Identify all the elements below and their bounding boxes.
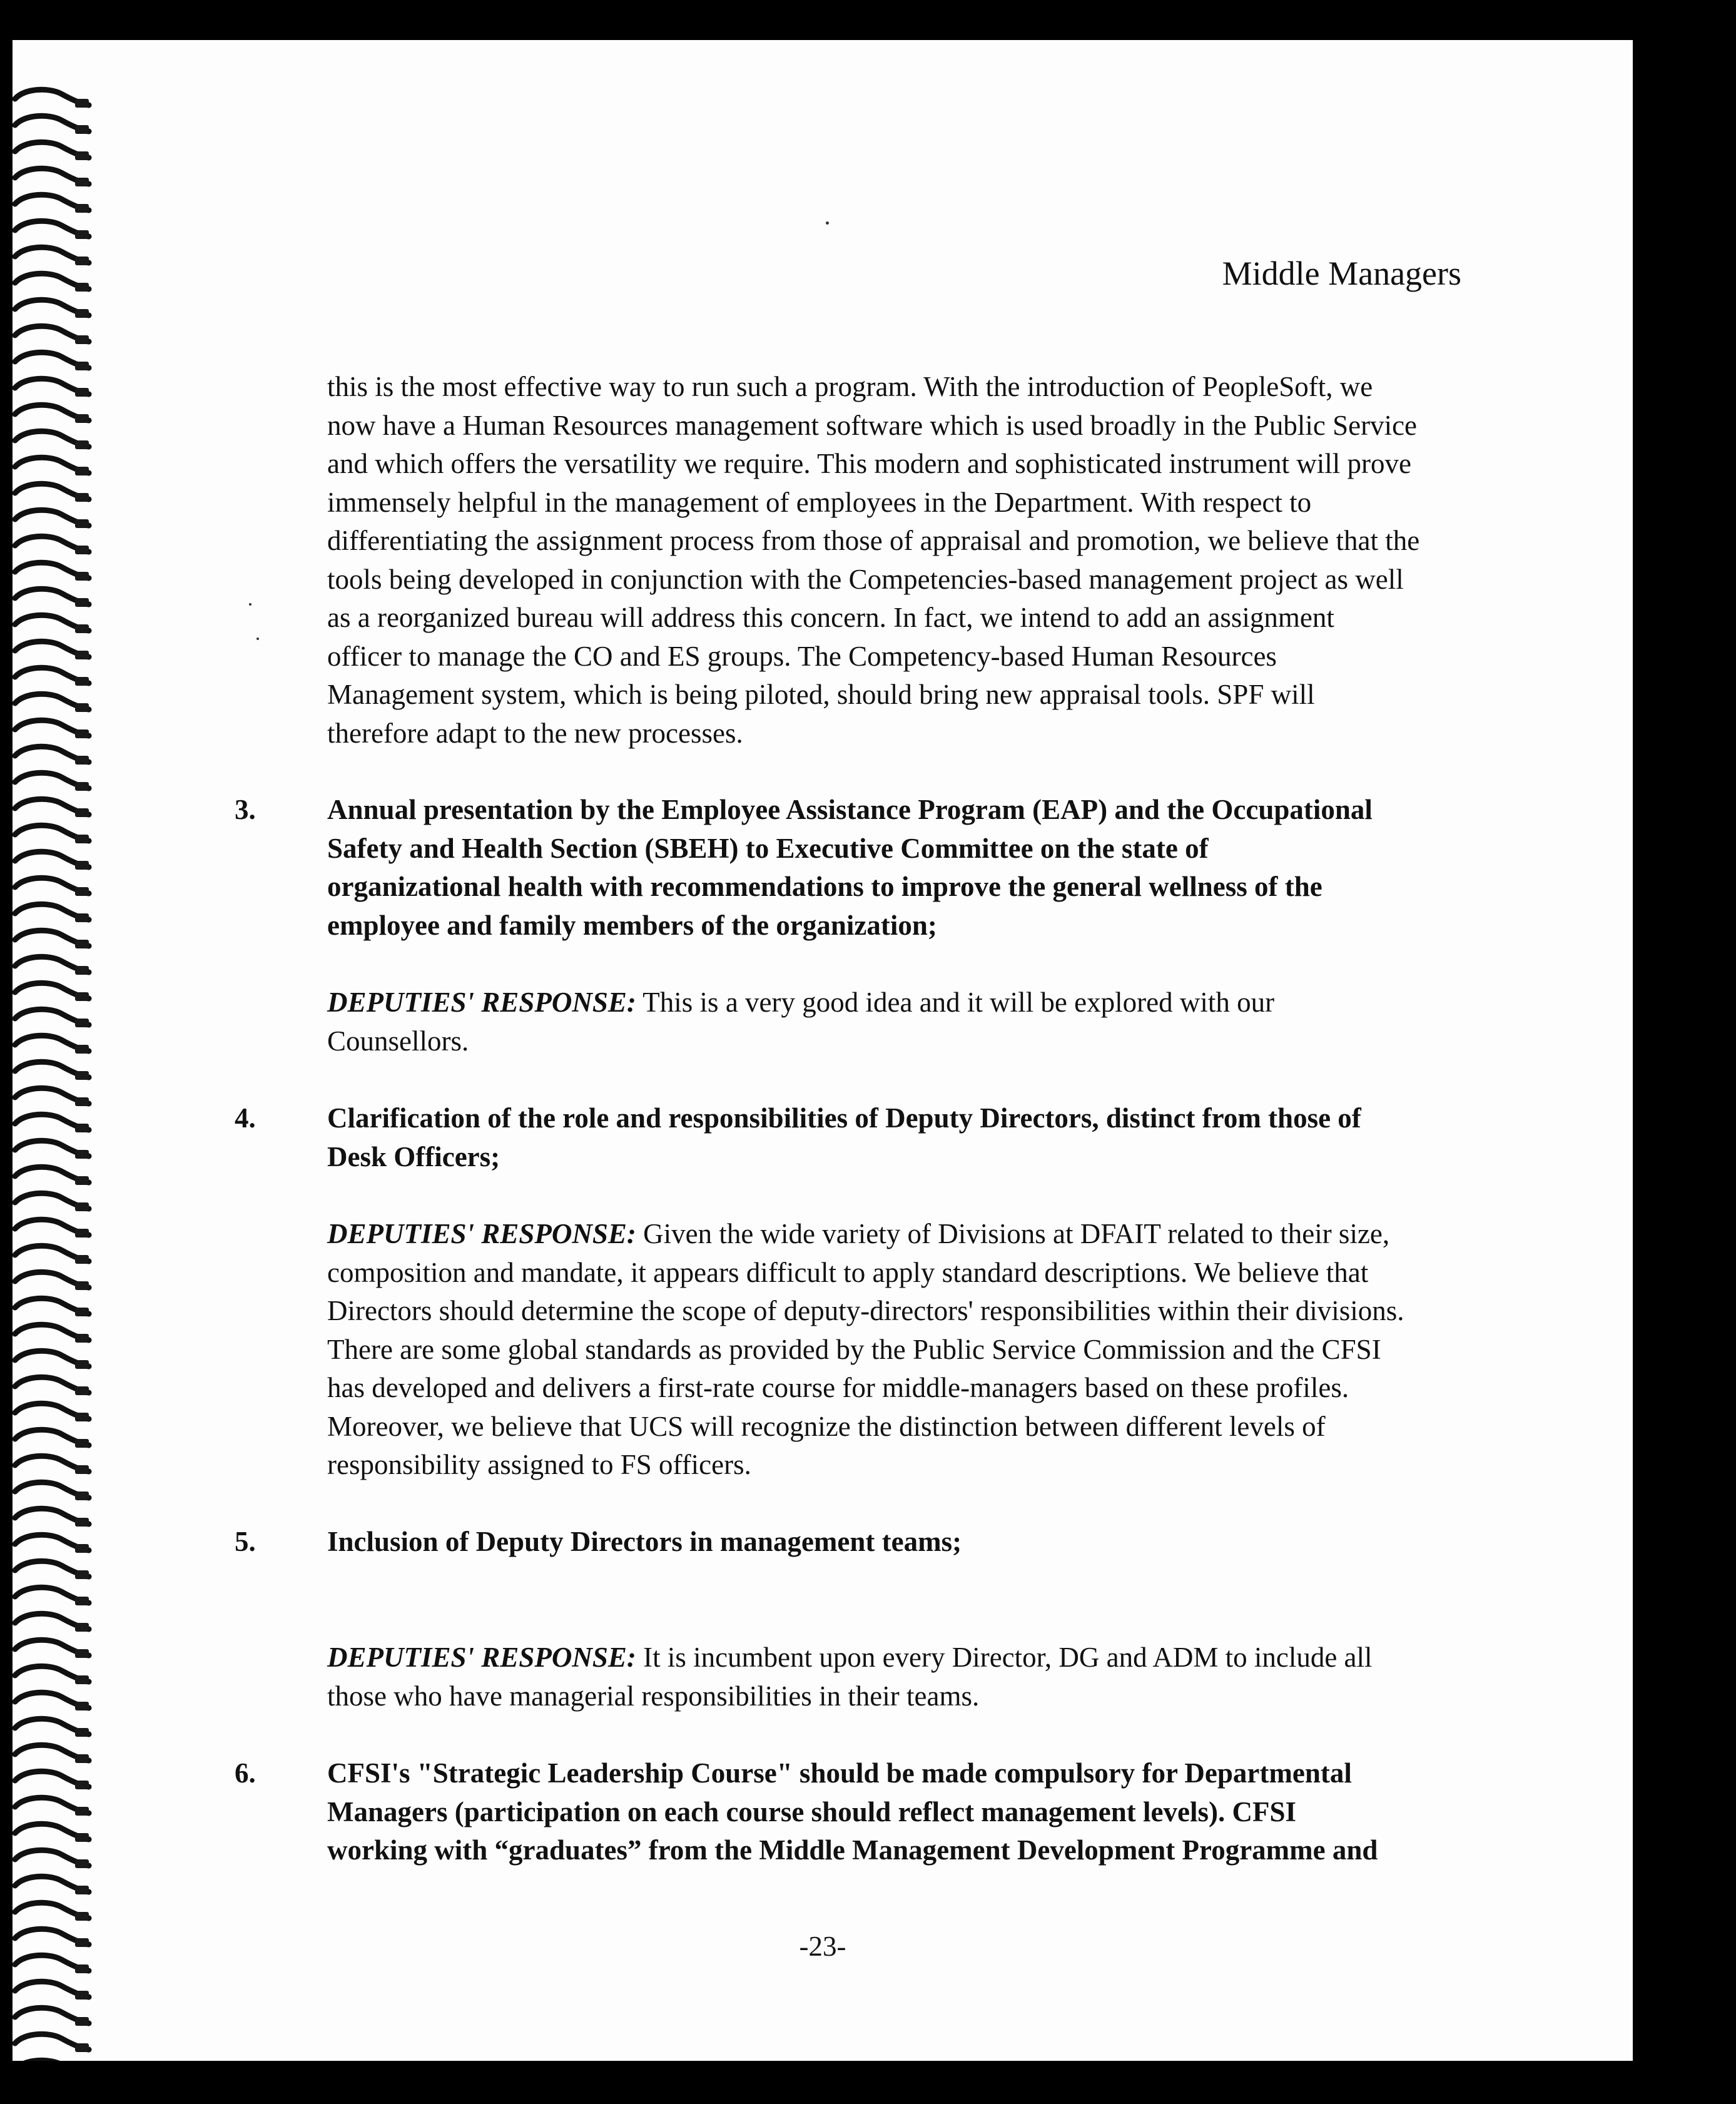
binding-hole [75, 1623, 89, 1632]
binding-hole [75, 1334, 89, 1343]
binding-hole [75, 1255, 89, 1264]
binding-hole [75, 572, 89, 581]
binding-hole [75, 729, 89, 738]
text-line: tools being developed in conjunction with the Competencies-based management project as well [327, 563, 1404, 595]
title-line: Managers (participation on each course should reflect management levels). CFSI [327, 1796, 1296, 1827]
response-text: Directors should determine the scope of deputy-directors' responsibilities within their divisions. [327, 1295, 1404, 1326]
binding-hole [75, 1964, 89, 1973]
binding-hole [75, 1019, 89, 1027]
response-label: DEPUTIES' RESPONSE: [327, 1218, 636, 1249]
binding-hole [75, 1859, 89, 1868]
scan-speck [256, 638, 259, 640]
response-text: Given the wide variety of Divisions at DFAIT related to their size, [636, 1218, 1390, 1249]
binding-hole [75, 1308, 89, 1316]
response-label: DEPUTIES' RESPONSE: [327, 987, 636, 1018]
binding-hole [75, 1754, 89, 1763]
binding-hole [75, 1045, 89, 1054]
binding-hole [75, 1465, 89, 1474]
binding-hole [75, 1518, 89, 1527]
text-line: therefore adapt to the new processes. [327, 717, 743, 749]
title-line: organizational health with recommendations to improve the general wellness of the [327, 871, 1322, 902]
response-text: Counsellors. [327, 1025, 469, 1057]
item-title [327, 791, 1547, 945]
response-text: It is incumbent upon every Director, DG and ADM to include all [636, 1642, 1373, 1673]
scan-speck [826, 221, 829, 225]
response-text: This is a very good idea and it will be explored with our [636, 987, 1275, 1018]
text-line: as a reorganized bureau will address this concern. In fact, we intend to add an assignment [327, 602, 1334, 633]
item-response [327, 1215, 1547, 1485]
binding-hole [75, 992, 89, 1001]
binding-hole [75, 756, 89, 765]
document-page [13, 40, 1633, 2061]
intro-paragraph [327, 368, 1547, 753]
binding-hole [75, 913, 89, 922]
binding-hole [75, 1360, 89, 1369]
title-line: employee and family members of the organization; [327, 909, 937, 941]
item-response [327, 983, 1547, 1060]
binding-hole [75, 1544, 89, 1553]
binding-hole [75, 677, 89, 686]
binding-hole [75, 624, 89, 633]
response-text: has developed and delivers a first-rate course for middle-managers based on these profiles. [327, 1372, 1349, 1403]
binding-hole [75, 546, 89, 554]
binding-hole [75, 1991, 89, 2000]
binding-hole [75, 467, 89, 475]
binding-hole [75, 1281, 89, 1290]
title-line: CFSI's "Strategic Leadership Course" should be made compulsory for Departmental [327, 1757, 1352, 1789]
title-line: Clarification of the role and responsibilities of Deputy Directors, distinct from those of [327, 1102, 1361, 1134]
binding-hole [75, 309, 89, 318]
binding-hole [75, 966, 89, 975]
text-line: this is the most effective way to run such a program. With the introduction of PeopleSoft, we [327, 371, 1373, 402]
response-label: DEPUTIES' RESPONSE: [327, 1642, 636, 1673]
binding-hole [75, 283, 89, 292]
section-header: Middle Managers [1222, 255, 1461, 292]
binding-hole [75, 335, 89, 344]
response-text: those who have managerial responsibilities in their teams. [327, 1680, 980, 1712]
response-text: Moreover, we believe that UCS will recognize the distinction between different levels of [327, 1410, 1326, 1442]
binding-hole [75, 1807, 89, 1816]
binding-hole [75, 2017, 89, 2026]
binding-hole [75, 493, 89, 502]
text-line: Management system, which is being piloted, should bring new appraisal tools. SPF will [327, 679, 1315, 710]
text-line: officer to manage the CO and ES groups. The Competency-based Human Resources [327, 640, 1277, 672]
binding-hole [75, 651, 89, 659]
item-number: 5. [235, 1526, 256, 1557]
binding-hole [75, 887, 89, 896]
title-line: Safety and Health Section (SBEH) to Executive Committee on the state of [327, 832, 1209, 864]
binding-hole [75, 703, 89, 712]
binding-hole [75, 1597, 89, 1605]
binding-hole [75, 151, 89, 160]
binding-hole [75, 1202, 89, 1211]
binding-hole [75, 1728, 89, 1737]
binding-hole [75, 388, 89, 397]
title-line: Inclusion of Deputy Directors in management teams; [327, 1526, 962, 1557]
binding-hole [75, 782, 89, 791]
text-line: differentiating the assignment process from those of appraisal and promotion, we believe that the [327, 525, 1420, 556]
binding-hole [75, 835, 89, 843]
binding-hole [75, 808, 89, 817]
binding-hole [75, 1570, 89, 1579]
binding-hole [75, 519, 89, 528]
title-line: Annual presentation by the Employee Assistance Program (EAP) and the Occupational [327, 794, 1373, 825]
binding-hole [75, 1781, 89, 1789]
binding-hole [75, 861, 89, 870]
binding-hole [75, 178, 89, 186]
title-line: working with “graduates” from the Middle Management Development Programme and [327, 1834, 1378, 1866]
response-text: responsibility assigned to FS officers. [327, 1449, 751, 1480]
item-title [327, 1754, 1547, 1870]
page-number: -23- [799, 1931, 846, 1962]
binding-hole [75, 125, 89, 134]
binding-hole [75, 414, 89, 423]
binding-hole [75, 1833, 89, 1842]
binding-hole [75, 1176, 89, 1185]
spiral-binding [13, 84, 100, 2061]
binding-hole [75, 1150, 89, 1159]
binding-hole [75, 440, 89, 449]
text-line: immensely helpful in the management of employees in the Department. With respect to [327, 486, 1312, 518]
binding-hole [75, 1071, 89, 1080]
binding-hole [75, 1124, 89, 1132]
item-title [327, 1099, 1547, 1176]
binding-hole [75, 1702, 89, 1710]
binding-hole [75, 1229, 89, 1237]
response-text: composition and mandate, it appears difficult to apply standard descriptions. We believe that [327, 1256, 1369, 1288]
binding-hole [75, 1912, 89, 1921]
binding-hole [75, 1886, 89, 1894]
title-line: Desk Officers; [327, 1141, 500, 1172]
text-line: and which offers the versatility we require. This modern and sophisticated instrument will prove [327, 448, 1411, 479]
binding-hole [75, 362, 89, 370]
binding-hole [75, 940, 89, 948]
item-response [327, 1639, 1547, 1715]
binding-hole [75, 1675, 89, 1684]
binding-hole [75, 1492, 89, 1500]
text-line: now have a Human Resources management software which is used broadly in the Public Service [327, 409, 1418, 441]
binding-hole [75, 230, 89, 239]
binding-hole [75, 1097, 89, 1106]
binding-hole [75, 1439, 89, 1448]
item-title [327, 1523, 1547, 1562]
scan-speck [249, 603, 251, 606]
binding-hole [75, 1386, 89, 1395]
binding-hole [75, 1649, 89, 1658]
item-number: 6. [235, 1757, 256, 1789]
response-text: There are some global standards as provided by the Public Service Commission and the CFSI [327, 1333, 1381, 1365]
binding-hole [75, 2043, 89, 2052]
item-number: 3. [235, 794, 256, 825]
spiral-coil [15, 2060, 89, 2061]
binding-hole [75, 1413, 89, 1421]
binding-hole [75, 598, 89, 607]
binding-hole [75, 99, 89, 108]
binding-hole [75, 204, 89, 213]
item-number: 4. [235, 1102, 256, 1134]
binding-hole [75, 257, 89, 265]
